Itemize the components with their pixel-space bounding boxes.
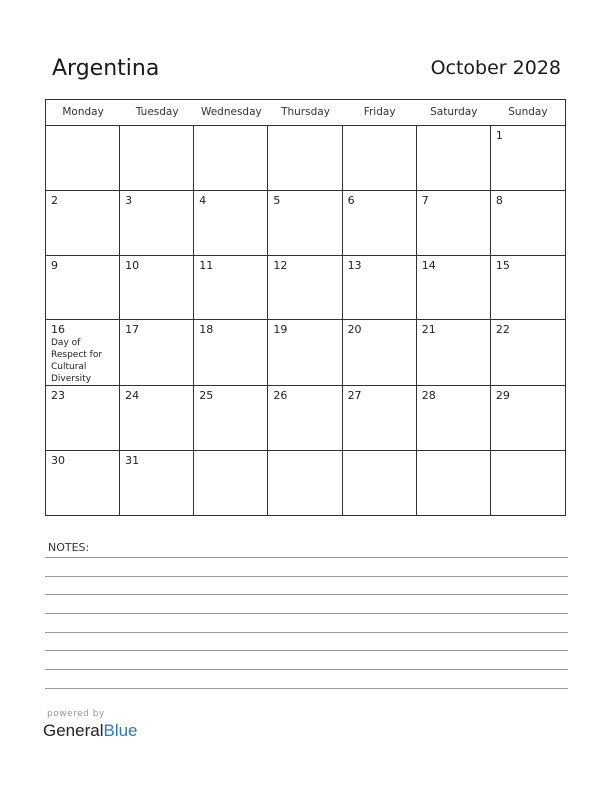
calendar-grid [45,99,566,516]
weekday-label: Monday [62,106,104,118]
day-cell[interactable] [343,320,417,386]
day-number: 12 [273,258,288,272]
day-cell[interactable] [120,256,194,321]
generalblue-logo[interactable] [43,721,138,741]
day-number: 11 [199,258,214,272]
day-cell[interactable] [194,451,268,516]
day-cell[interactable] [343,256,417,321]
day-number: 10 [125,258,140,272]
powered-by-text: powered by [47,709,105,719]
day-cell[interactable] [120,320,194,386]
day-cell[interactable] [268,126,342,191]
day-cell[interactable] [46,386,120,451]
day-number: 20 [347,323,362,337]
day-cell[interactable] [417,386,491,451]
holiday-label: Day of Respect for Cultural Diversity [51,338,103,385]
note-line [45,688,568,689]
day-number: 24 [125,389,140,403]
day-cell[interactable] [120,451,194,516]
weekday-label: Wednesday [200,106,262,118]
day-cell[interactable] [491,320,565,386]
day-cell[interactable] [268,191,342,256]
note-line [45,632,568,633]
weekday-label: Thursday [281,106,330,118]
day-number: 31 [125,454,140,468]
day-number: 19 [273,323,288,337]
weekday-label: Saturday [430,106,478,118]
day-cell[interactable] [491,191,565,256]
day-number: 23 [51,389,65,403]
day-cell[interactable] [268,320,342,386]
day-cell[interactable] [417,256,491,321]
weekday-header [46,100,565,126]
brand-general: General [43,721,104,740]
day-cell[interactable] [417,320,491,386]
day-number: 7 [421,193,429,207]
weekday-label: Tuesday [135,106,179,118]
day-number: 6 [347,193,355,207]
day-cell[interactable] [194,386,268,451]
day-cell[interactable] [343,191,417,256]
day-cell[interactable] [120,191,194,256]
day-cell[interactable] [194,256,268,321]
day-number: 8 [495,193,503,207]
day-cell[interactable] [194,320,268,386]
weekday-label: Friday [363,106,396,118]
note-line [45,557,568,558]
day-number: 16 [51,323,65,337]
day-cell[interactable] [46,451,120,516]
day-cell[interactable] [46,191,120,256]
day-number: 14 [421,258,436,272]
day-number: 30 [51,454,65,468]
day-cell[interactable] [46,256,120,321]
day-cell[interactable] [46,320,120,386]
note-line [45,669,568,670]
month-year-title: October 2028 [430,57,561,79]
day-cell[interactable] [343,386,417,451]
day-number: 22 [495,323,510,337]
day-number: 27 [347,389,362,403]
day-cell[interactable] [46,126,120,191]
day-number: 3 [125,193,133,207]
day-cell[interactable] [491,256,565,321]
country-title: Argentina [52,56,160,81]
day-cell[interactable] [417,451,491,516]
day-cell[interactable] [417,126,491,191]
day-cell[interactable] [268,256,342,321]
day-cell[interactable] [268,386,342,451]
day-number: 17 [125,323,140,337]
day-number: 13 [347,258,362,272]
note-line [45,594,568,595]
day-number: 26 [273,389,288,403]
weekday-label: Sunday [508,106,548,118]
day-cell[interactable] [194,191,268,256]
day-cell[interactable] [491,126,565,191]
day-cell[interactable] [491,386,565,451]
day-cell[interactable] [343,451,417,516]
day-number: 2 [51,193,58,207]
day-number: 29 [495,389,510,403]
note-line [45,576,568,577]
day-cell[interactable] [268,451,342,516]
note-line [45,650,568,651]
notes-label: NOTES: [48,541,90,554]
day-cell[interactable] [194,126,268,191]
day-number: 18 [199,323,214,337]
day-cell[interactable] [491,451,565,516]
day-cell[interactable] [120,126,194,191]
day-number: 5 [273,193,281,207]
calendar-body [46,126,565,516]
day-number: 4 [199,193,207,207]
day-cell[interactable] [120,386,194,451]
day-number: 28 [421,389,436,403]
day-number: 1 [495,129,503,142]
brand-blue: Blue [103,721,138,740]
day-cell[interactable] [343,126,417,191]
day-number: 9 [51,258,58,272]
day-number: 21 [421,323,436,337]
note-line [45,613,568,614]
day-number: 25 [199,389,214,403]
day-cell[interactable] [417,191,491,256]
day-number: 15 [495,258,510,272]
